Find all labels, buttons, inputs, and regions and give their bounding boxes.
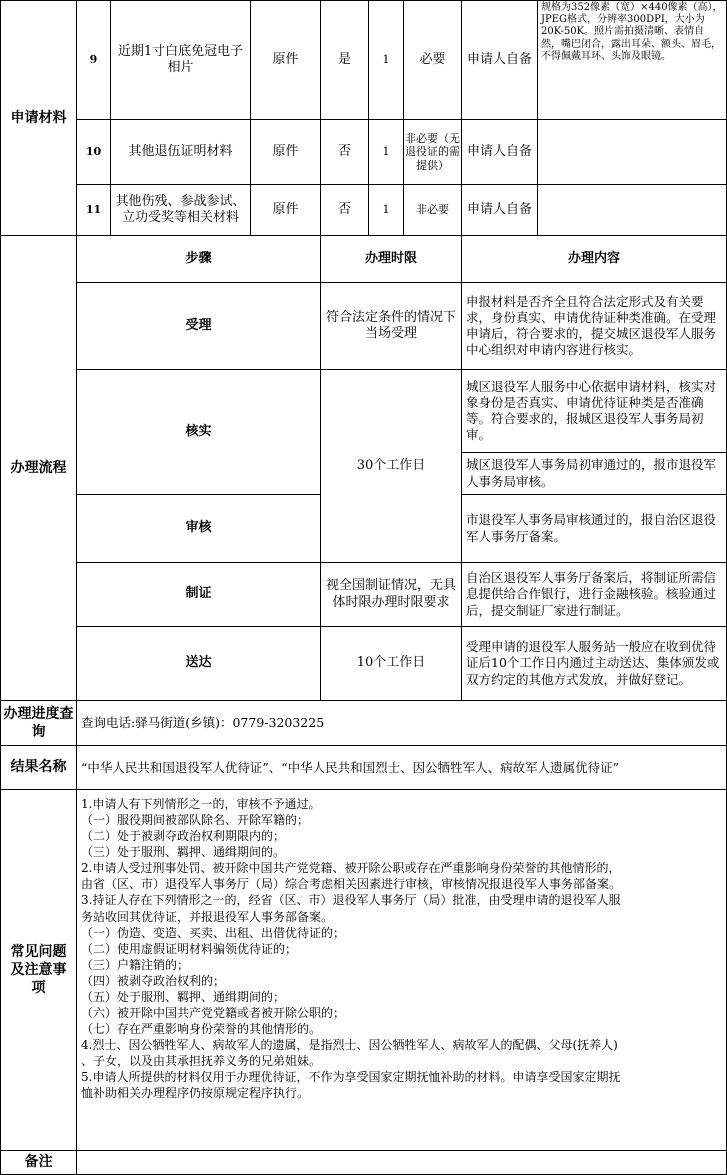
faq-line: （二）处于被剥夺政治权利期限内的； [81, 829, 286, 844]
material-required: 非必要（无退役证的需提供） [404, 120, 462, 185]
content-header: 办理内容 [462, 236, 727, 283]
step-content: 市退役军人事务局审核通过的，报自治区退役军人事务厅备案。 [462, 495, 727, 563]
material-number: 10 [77, 120, 111, 185]
faq-line: 3.持证人存在下列情形之一的，经省（区、市）退役军人事务厅（局）批准，由受理申请的退役军人服 [81, 893, 621, 908]
material-note: 规格为352像素（宽）×440像素（高），JPEG格式，分辨率300DPI，大小为20K-50K。照片需拍摄清晰、表情自然，嘴巴闭合，露出耳朵、额头、眉毛，不得佩戴耳环、头饰及眼镜。 [538, 1, 727, 120]
result-row [1, 746, 727, 790]
step-content: 申报材料是否齐全且符合法定形式及有关要求，身份真实、申请优待证种类准确。在受理申请后，符合要求的，提交城区退役军人服务中心组织对申请内容进行核实。 [462, 283, 727, 370]
material-row [1, 120, 727, 185]
material-note [538, 120, 727, 185]
step-time: 10个工作日 [321, 627, 462, 701]
material-source: 申请人自备 [462, 120, 538, 185]
faq-line: 、子女，以及由其承担抚养义务的兄弟姐妹。 [81, 1054, 322, 1069]
material-original: 是 [321, 1, 369, 120]
material-required: 必要 [404, 1, 462, 120]
material-copies: 1 [369, 185, 404, 236]
faq-content [77, 790, 727, 1151]
faq-row [1, 790, 727, 1151]
remarks-label: 备注 [1, 1151, 77, 1175]
material-original: 否 [321, 120, 369, 185]
faq-line: 1.申请人有下列情形之一的，审核不予通过。 [81, 797, 321, 811]
step-name: 核实 [77, 370, 321, 495]
faq-line: 2.申请人受过刑事处罚、被开除中国共产党党籍、被开除公职或存在严重影响身份荣誉的其他情形的， [81, 861, 621, 876]
faq-line: （七）存在严重影响身份荣誉的其他情形的。 [81, 1022, 322, 1037]
progress-value: 查询电话:驿马街道(乡镇)：0779-3203225 [77, 701, 727, 746]
material-form: 原件 [251, 1, 321, 120]
process-step-deliver [1, 627, 727, 701]
step-name: 送达 [77, 627, 321, 701]
faq-label [1, 790, 77, 1151]
faq-label-text: 常见问题及注意事项 [10, 943, 67, 997]
material-row [1, 1, 727, 120]
step-header: 步骤 [77, 236, 321, 283]
faq-line: （六）被开除中国共产党党籍或者被开除公职的； [81, 1006, 346, 1021]
material-form: 原件 [251, 185, 321, 236]
faq-line: （四）被剥夺政治权利的； [81, 973, 226, 988]
faq-line: （五）处于服刑、羁押、通缉期间的； [81, 989, 286, 1004]
step-name: 制证 [77, 563, 321, 627]
faq-line: 5.申请人所提供的材料仅用于办理优待证，不作为享受国家定期抚恤补助的材料。申请享受国家定期抚 [81, 1070, 621, 1085]
process-step-produce [1, 563, 727, 627]
faq-line: 务站收回其优待证，并报退役军人事务部备案。 [81, 909, 334, 924]
material-form: 原件 [251, 120, 321, 185]
faq-line: （一）服役期间被部队除名、开除军籍的； [81, 813, 310, 828]
material-required: 非必要 [404, 185, 462, 236]
shared-time: 30个工作日 [321, 370, 462, 563]
process-step-verify [1, 370, 727, 453]
step-content: 自治区退役军人事务厅备案后，将制证所需信息提供给合作银行，进行金融核验。核验通过后，提交制证厂家进行制证。 [462, 563, 727, 627]
step-name: 受理 [77, 283, 321, 370]
material-source: 申请人自备 [462, 185, 538, 236]
step-name: 审核 [77, 495, 321, 563]
time-header: 办理时限 [321, 236, 462, 283]
material-number: 11 [77, 185, 111, 236]
faq-line: （二）使用虚假证明材料骗领优待证的； [81, 941, 298, 956]
material-source: 申请人自备 [462, 1, 538, 120]
faq-line: （三）处于服刑、羁押、通缉期间的。 [81, 845, 286, 860]
faq-line: （三）户籍注销的； [81, 957, 190, 972]
step-time: 符合法定条件的情况下当场受理 [321, 283, 462, 370]
remarks-value [77, 1151, 727, 1175]
step-content: 城区退役军人服务中心依据申请材料，核实对象身份是否真实、申请优待证种类是否准确等。符合要求的，报城区退役军人事务局初审。 [462, 370, 727, 453]
result-label: 结果名称 [1, 746, 77, 790]
material-note [538, 185, 727, 236]
process-header-row [1, 236, 727, 283]
faq-line: （一）伪造、变造、买卖、出租、出借优待证的； [81, 925, 346, 940]
material-row [1, 185, 727, 236]
material-copies: 1 [369, 1, 404, 120]
step-content: 受理申请的退役军人服务站一般应在收到优待证后10个工作日内通过主动送达、集体颁发或双方约定的其他方式发放，并做好登记。 [462, 627, 727, 701]
progress-label: 办理进度查询 [1, 701, 77, 746]
step-time: 视全国制证情况，无具体时限办理时限要求 [321, 563, 462, 627]
faq-line: 恤补助相关办理程序仍按原规定程序执行。 [81, 1086, 310, 1101]
material-number: 9 [77, 1, 111, 120]
material-name: 其他伤残、参战参试、立功受奖等相关材料 [111, 185, 251, 236]
remarks-row [1, 1151, 727, 1175]
result-value: “中华人民共和国退役军人优待证”、“中华人民共和国烈士、因公牺牲军人、病故军人遗属优待证” [77, 746, 727, 790]
materials-section-label: 申请材料 [1, 1, 77, 236]
material-name: 近期1寸白底免冠电子相片 [111, 1, 251, 120]
material-copies: 1 [369, 120, 404, 185]
faq-line: 4.烈士、因公牺牲军人、病故军人的遗属，是指烈士、因公牺牲军人、病故军人的配偶、父母(抚养人) [81, 1038, 618, 1053]
material-name: 其他退伍证明材料 [111, 120, 251, 185]
process-step-accept [1, 283, 727, 370]
process-section-label: 办理流程 [1, 236, 77, 701]
progress-row [1, 701, 727, 746]
faq-line: 由省（区、市）退役军人事务厅（局）综合考虑相关因素进行审核，审核情况报退役军人事务部备案。 [81, 877, 622, 892]
material-original: 否 [321, 185, 369, 236]
step-content: 城区退役军人事务局初审通过的，报市退役军人事务局审核。 [462, 453, 727, 495]
